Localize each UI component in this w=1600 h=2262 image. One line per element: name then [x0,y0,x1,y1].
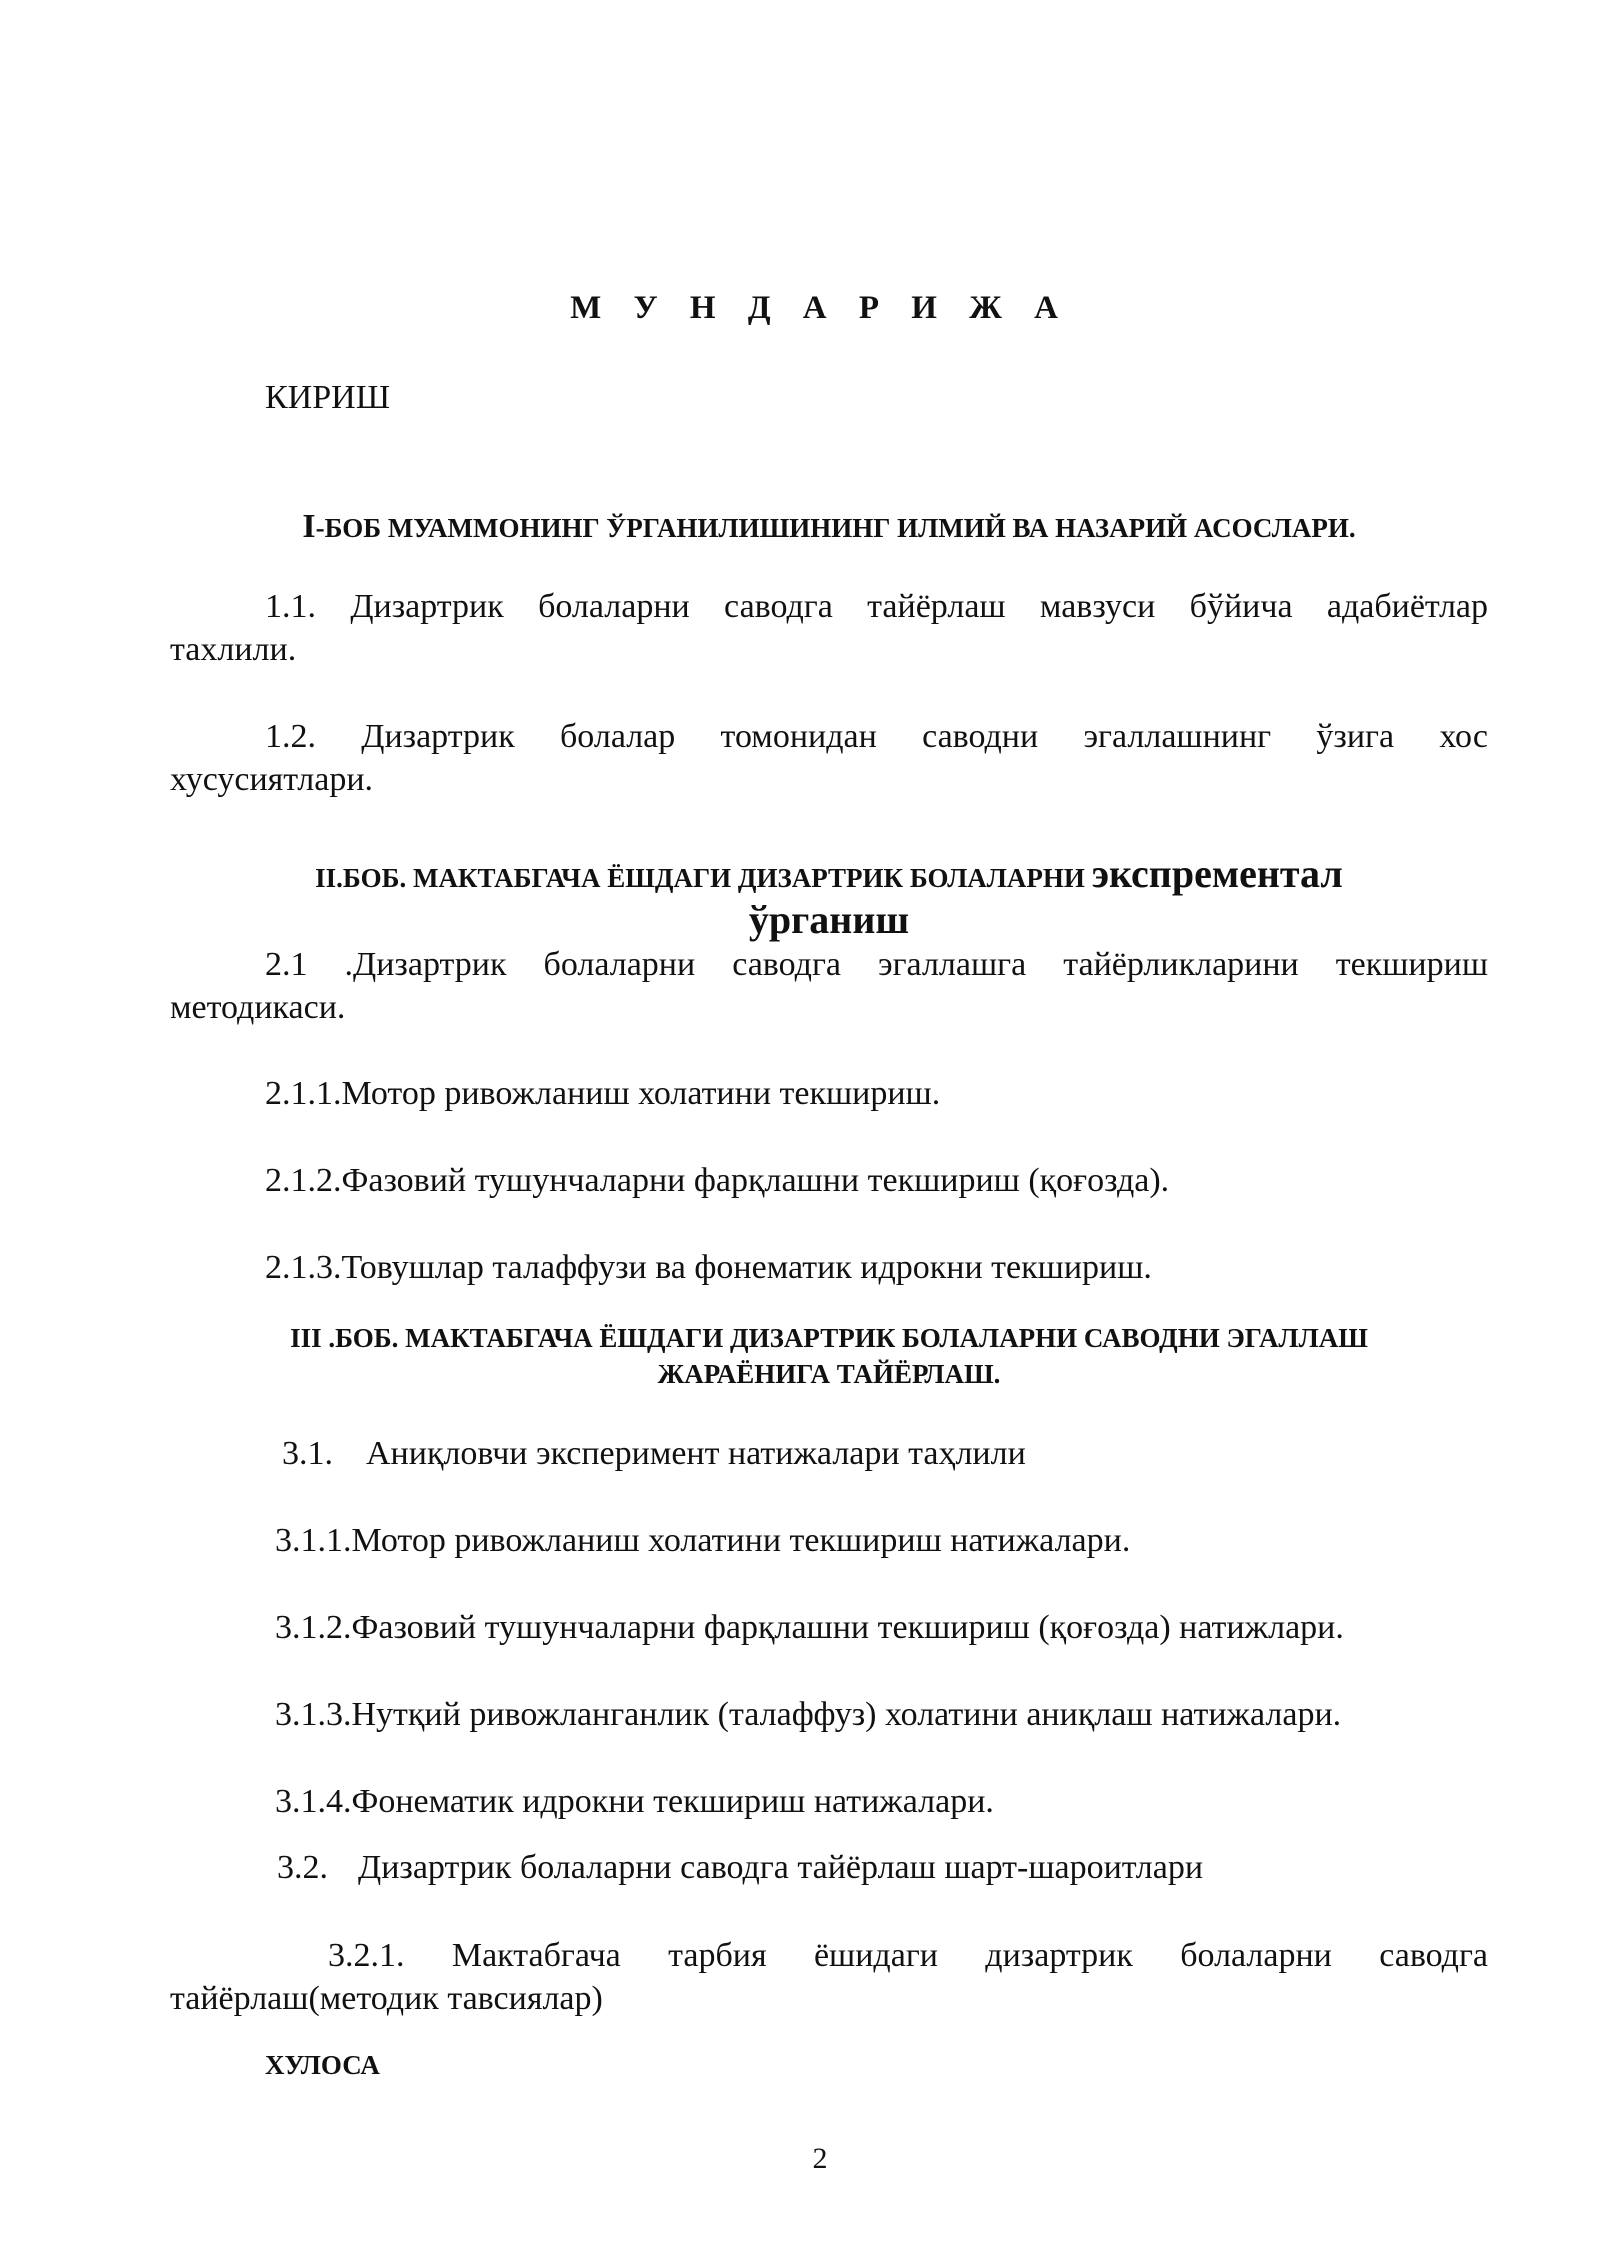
toc-item-3-1-3: 3.1.3.Нутқий ривожланганлик (талаффуз) холатини аниқлаш натижалари. [275,1696,1342,1733]
chapter3-heading [170,1320,1488,1392]
toc-item-1-1 [170,585,1488,671]
chapter2-heading-big-2: ўрганиш [748,897,910,942]
toc-item-2-1-1: 2.1.1.Мотор ривожланиш холатини текшириш. [265,1075,941,1112]
toc-item-3-1-1: 3.1.1.Мотор ривожланиш холатини текшириш натижалари. [275,1522,1131,1559]
chapter1-roman: I [302,508,316,545]
chapter3-heading-line2: ЖАРАЁНИГА ТАЙЁРЛАШ. [657,1359,1001,1389]
chapter2-heading-big-1: экспрементал [1091,851,1343,896]
toc-item-3-2-1-line2: тайёрлаш(методик тавсиялар) [170,1980,603,2017]
toc-item-2-1 [170,943,1488,1029]
toc-item-2-1-line2: методикаси. [170,989,346,1026]
toc-item-3-1 [282,1432,1026,1475]
chapter3-heading-line1: III .БОБ. МАКТАБГАЧА ЁШДАГИ ДИЗАРТРИК БОЛАЛАРНИ САВОДНИ ЭГАЛЛАШ [290,1323,1368,1353]
toc-item-2-1-3: 2.1.3.Товушлар талаффузи ва фонематик идрокни текшириш. [265,1249,1152,1286]
chapter2-heading-line1 [170,850,1488,897]
chapter2-heading-small: II.БОБ. МАКТАБГАЧА ЁШДАГИ ДИЗАРТРИК БОЛАЛАРНИ [315,863,1092,893]
toc-item-3-1-2: 3.1.2.Фазовий тушунчаларни фарқлашни текшириш (қоғозда) натижлари. [275,1609,1344,1646]
toc-item-3-1-number: 3.1. [282,1435,333,1472]
toc-item-1-1-line1: 1.1. Дизартрик болаларни саводга тайёрлаш мавзуси бўйича адабиётлар [265,588,1488,625]
chapter2-heading-line2 [170,896,1488,943]
toc-item-1-1-line2: тахлили. [170,631,297,668]
toc-item-3-2-1-line1: 3.2.1. Мактабгача тарбия ёшидаги дизартрик болаларни саводга [328,1937,1488,1974]
toc-item-1-2-line2: хусусиятлари. [170,761,374,798]
conclusion-entry: ХУЛОСА [265,2050,380,2080]
chapter1-heading-text: -БОБ МУАММОНИНГ ЎРГАНИЛИШИНИНГ ИЛМИЙ ВА НАЗАРИЙ АСОСЛАРИ. [315,513,1356,543]
toc-item-1-2-line1: 1.2. Дизартрик болалар томонидан саводни эгаллашнинг ўзига хос [265,718,1488,755]
toc-item-3-2-1 [170,1934,1488,2020]
toc-item-1-2 [170,715,1488,801]
toc-item-3-2-text: Дизартрик болаларни саводга тайёрлаш шарт-шароитлари [358,1849,1204,1886]
page-number: 2 [812,2142,828,2175]
chapter1-heading [170,508,1488,546]
toc-item-3-1-4: 3.1.4.Фонематик идрокни текшириш натижалари. [275,1783,994,1820]
toc-item-3-2-number: 3.2. [277,1849,328,1886]
intro-entry: КИРИШ [265,379,390,416]
toc-item-3-2 [277,1846,1203,1889]
toc-title: М У Н Д А Р И Ж А [570,290,1070,326]
toc-item-2-1-2: 2.1.2.Фазовий тушунчаларни фарқлашни текшириш (қоғозда). [265,1162,1170,1199]
toc-item-2-1-line1: 2.1 .Дизартрик болаларни саводга эгаллашга тайёрликларини текшириш [265,946,1488,983]
toc-item-3-1-text: Аниқловчи эксперимент натижалари таҳлили [366,1435,1026,1472]
